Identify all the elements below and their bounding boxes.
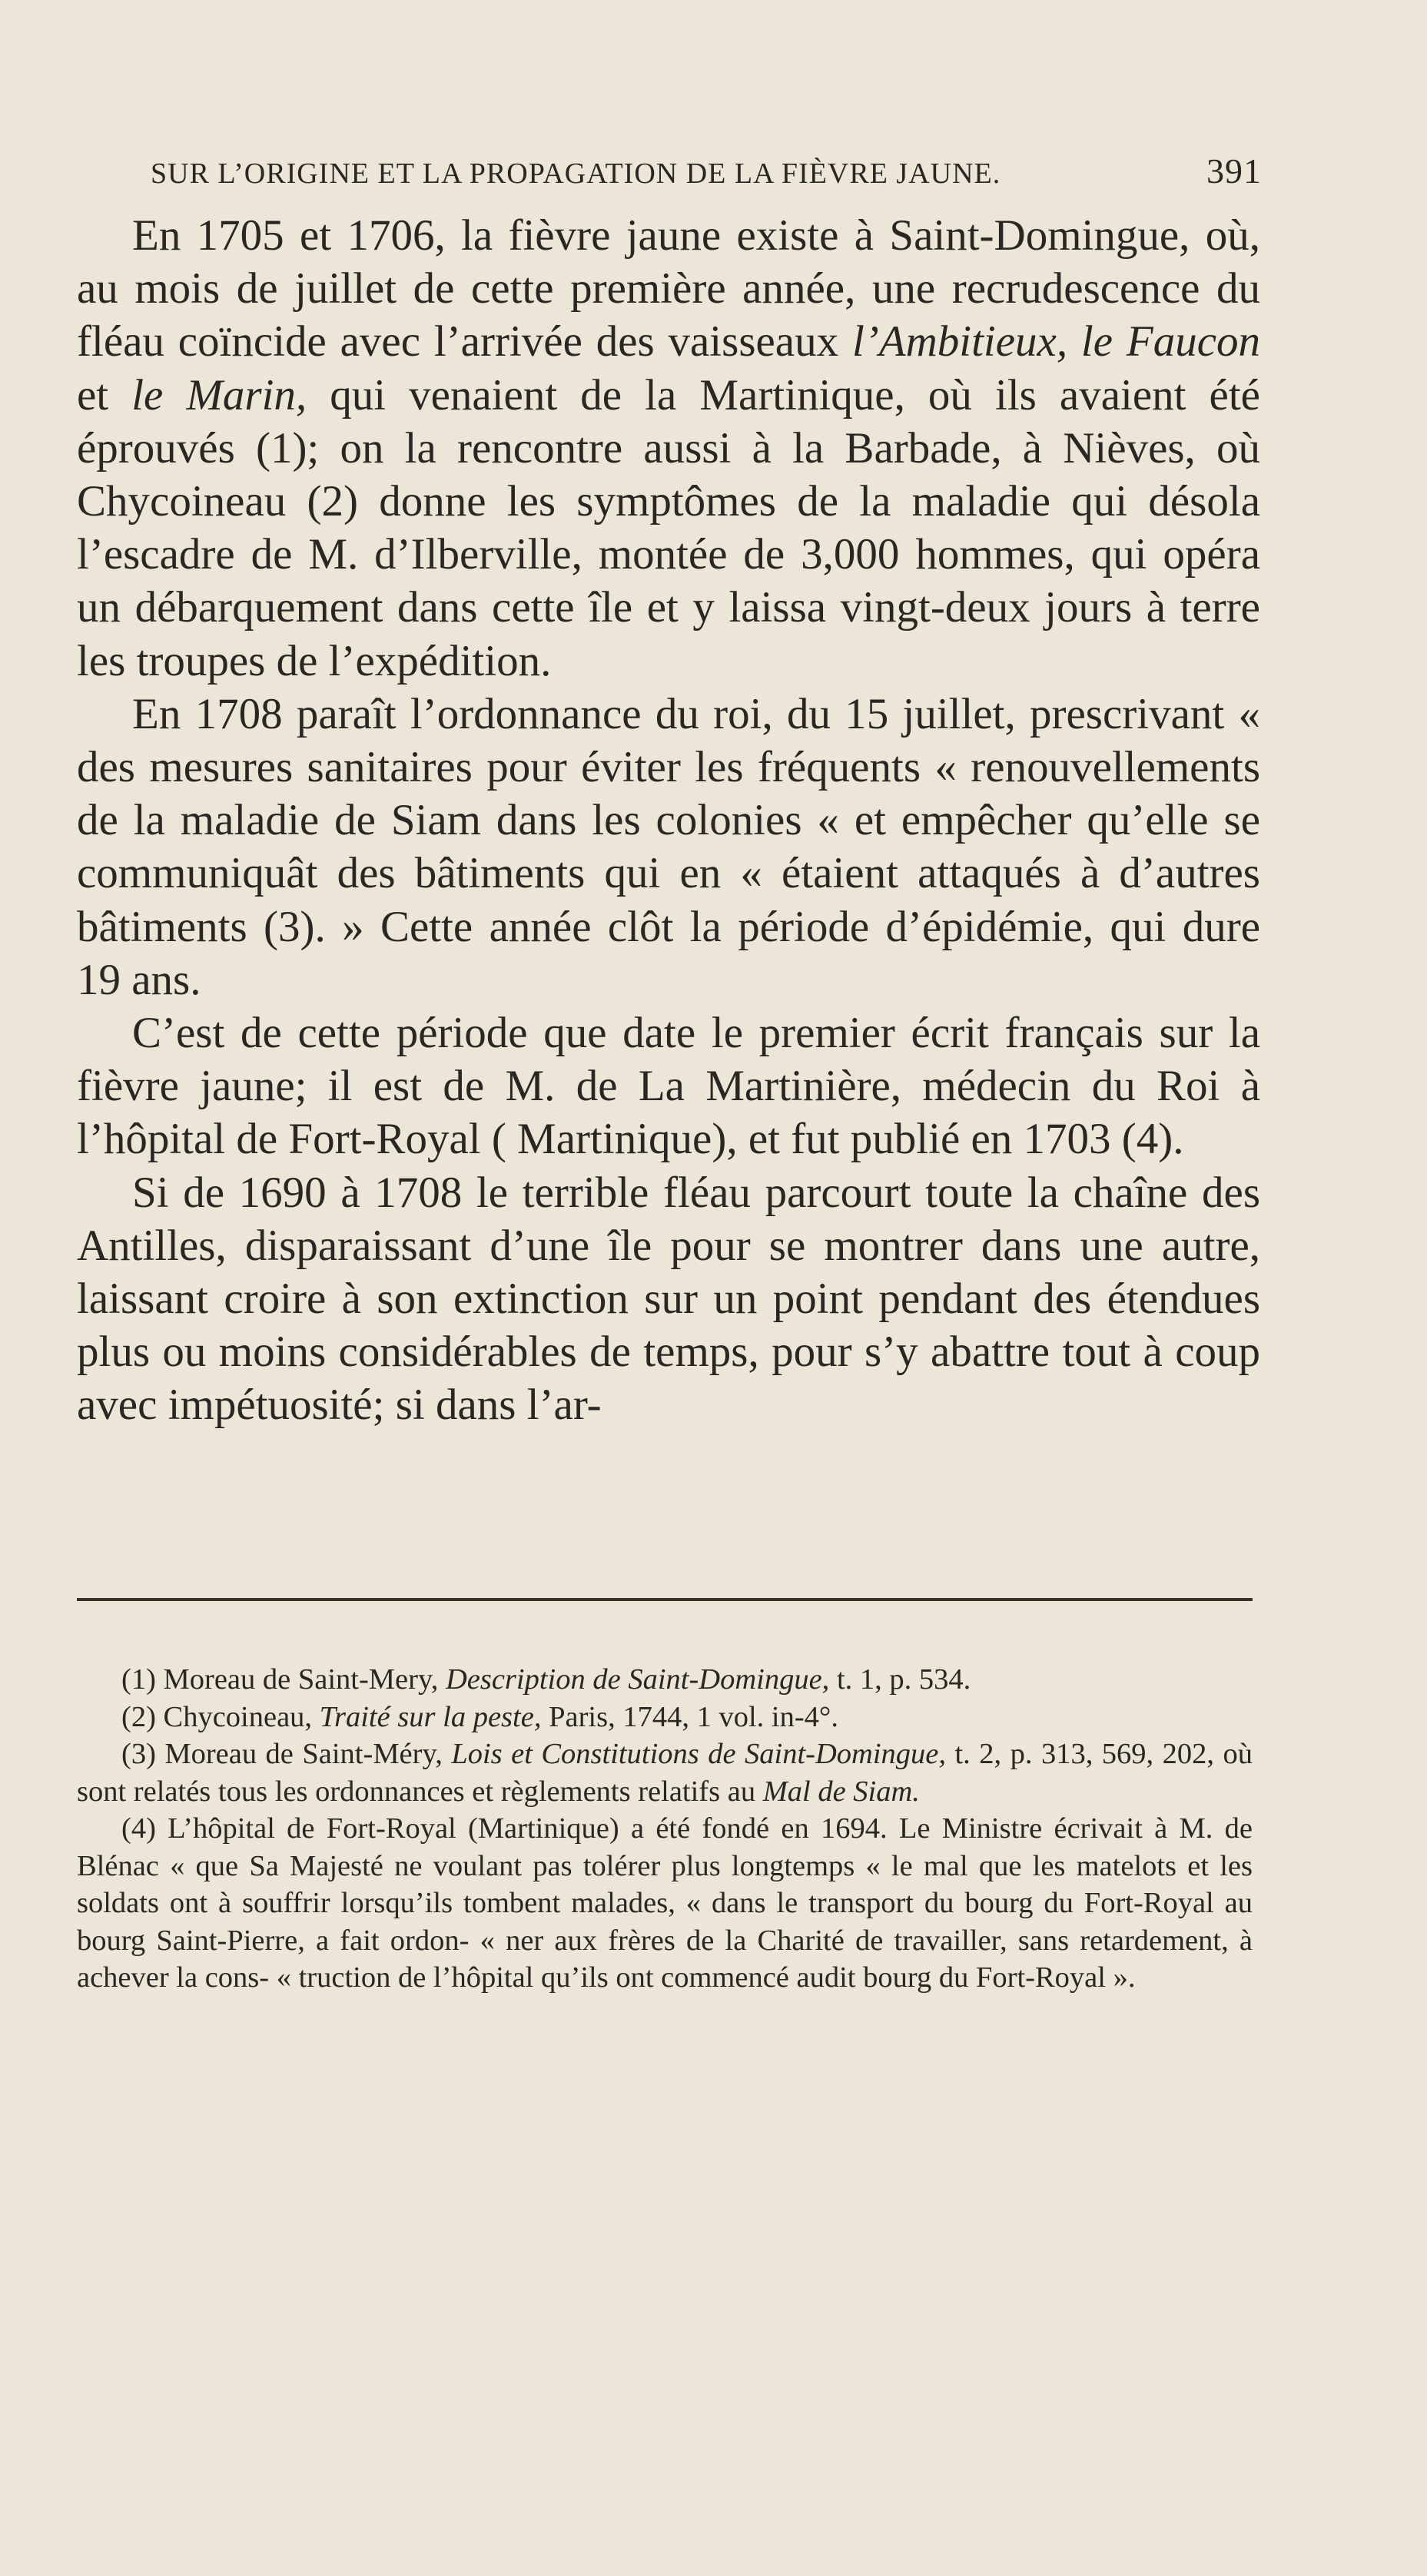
ship-name: le Marin, bbox=[131, 370, 307, 419]
paragraph-1: En 1705 et 1706, la fièvre jaune existe à Saint-Domingue, où, au mois de juillet de cette première année, une recrudescence du fléau coïncide avec l’arrivée des vaisseaux l’Ambitieux, le Faucon et le Marin, qui venaient de la Martinique, où ils avaient été éprouvés (1); on la rencontre aussi à la Barbade, à Nièves, où Chycoineau (2) donne les symptômes de la maladie qui désola l’escadre de M. d’Ilberville, montée de 3,000 hommes, qui opéra un débarquement dans cette île et y laissa vingt-deux jours à terre les troupes de l’expédition. bbox=[77, 211, 1260, 685]
ship-names: l’Ambitieux, le Faucon bbox=[851, 317, 1260, 366]
footnotes bbox=[77, 1661, 1253, 1997]
footnote-divider bbox=[77, 1598, 1253, 1601]
main-text bbox=[77, 209, 1260, 1432]
page-number: 391 bbox=[1206, 151, 1262, 191]
footnote-2: (2) Chycoineau, Traité sur la peste, Paris, 1744, 1 vol. in-4°. bbox=[121, 1700, 838, 1733]
paragraph-2: En 1708 paraît l’ordonnance du roi, du 15 juillet, prescrivant « des mesures sanitaires pour éviter les fréquents « renouvellements de la maladie de Siam dans les colonies « et empêcher qu’elle se communiquât des bâtiments qui en « étaient attaqués à d’autres bâtiments (3). » Cette année clôt la période d’épidémie, qui dure 19 ans. bbox=[77, 689, 1260, 1004]
running-title: SUR L’ORIGINE ET LA PROPAGATION DE LA FIÈVRE JAUNE. bbox=[151, 157, 1001, 190]
footnote-3: (3) Moreau de Saint-Méry, Lois et Constitutions de Saint-Domingue, t. 2, p. 313, 569, 202, où sont relatés tous les ordonnances et règlements relatifs au Mal de Siam. bbox=[77, 1738, 1253, 1808]
paragraph-4: Si de 1690 à 1708 le terrible fléau parcourt toute la chaîne des Antilles, disparaissant d’une île pour se montrer dans une autre, laissant croire à son extinction sur un point pendant des étendues plus ou moins considérables de temps, pour s’y abattre tout à coup avec impétuosité; si dans l’ar- bbox=[77, 1168, 1260, 1430]
paragraph-3: C’est de cette période que date le premier écrit français sur la fièvre jaune; il est de M. de La Martinière, médecin du Roi à l’hôpital de Fort-Royal ( Martinique), et fut publié en 1703 (4). bbox=[77, 1009, 1260, 1164]
footnote-1: (1) Moreau de Saint-Mery, Description de Saint-Domingue, t. 1, p. 534. bbox=[121, 1663, 971, 1696]
footnote-4: (4) L’hôpital de Fort-Royal (Martinique) a été fondé en 1694. Le Ministre écrivait à M. de Blénac « que Sa Majesté ne voulant pas tolérer plus longtemps « le mal que les matelots et les soldats ont à souffrir lorsqu’ils tombent malades, « dans le transport du bourg du Fort-Royal au bourg Saint-Pierre, a fait ordon- « ner aux frères de la Charité de travailler, sans retardement, à achever la cons- « truction de l’hôpital qu’ils ont commencé audit bourg du Fort-Royal ». bbox=[77, 1812, 1253, 1994]
running-header bbox=[151, 151, 1262, 191]
